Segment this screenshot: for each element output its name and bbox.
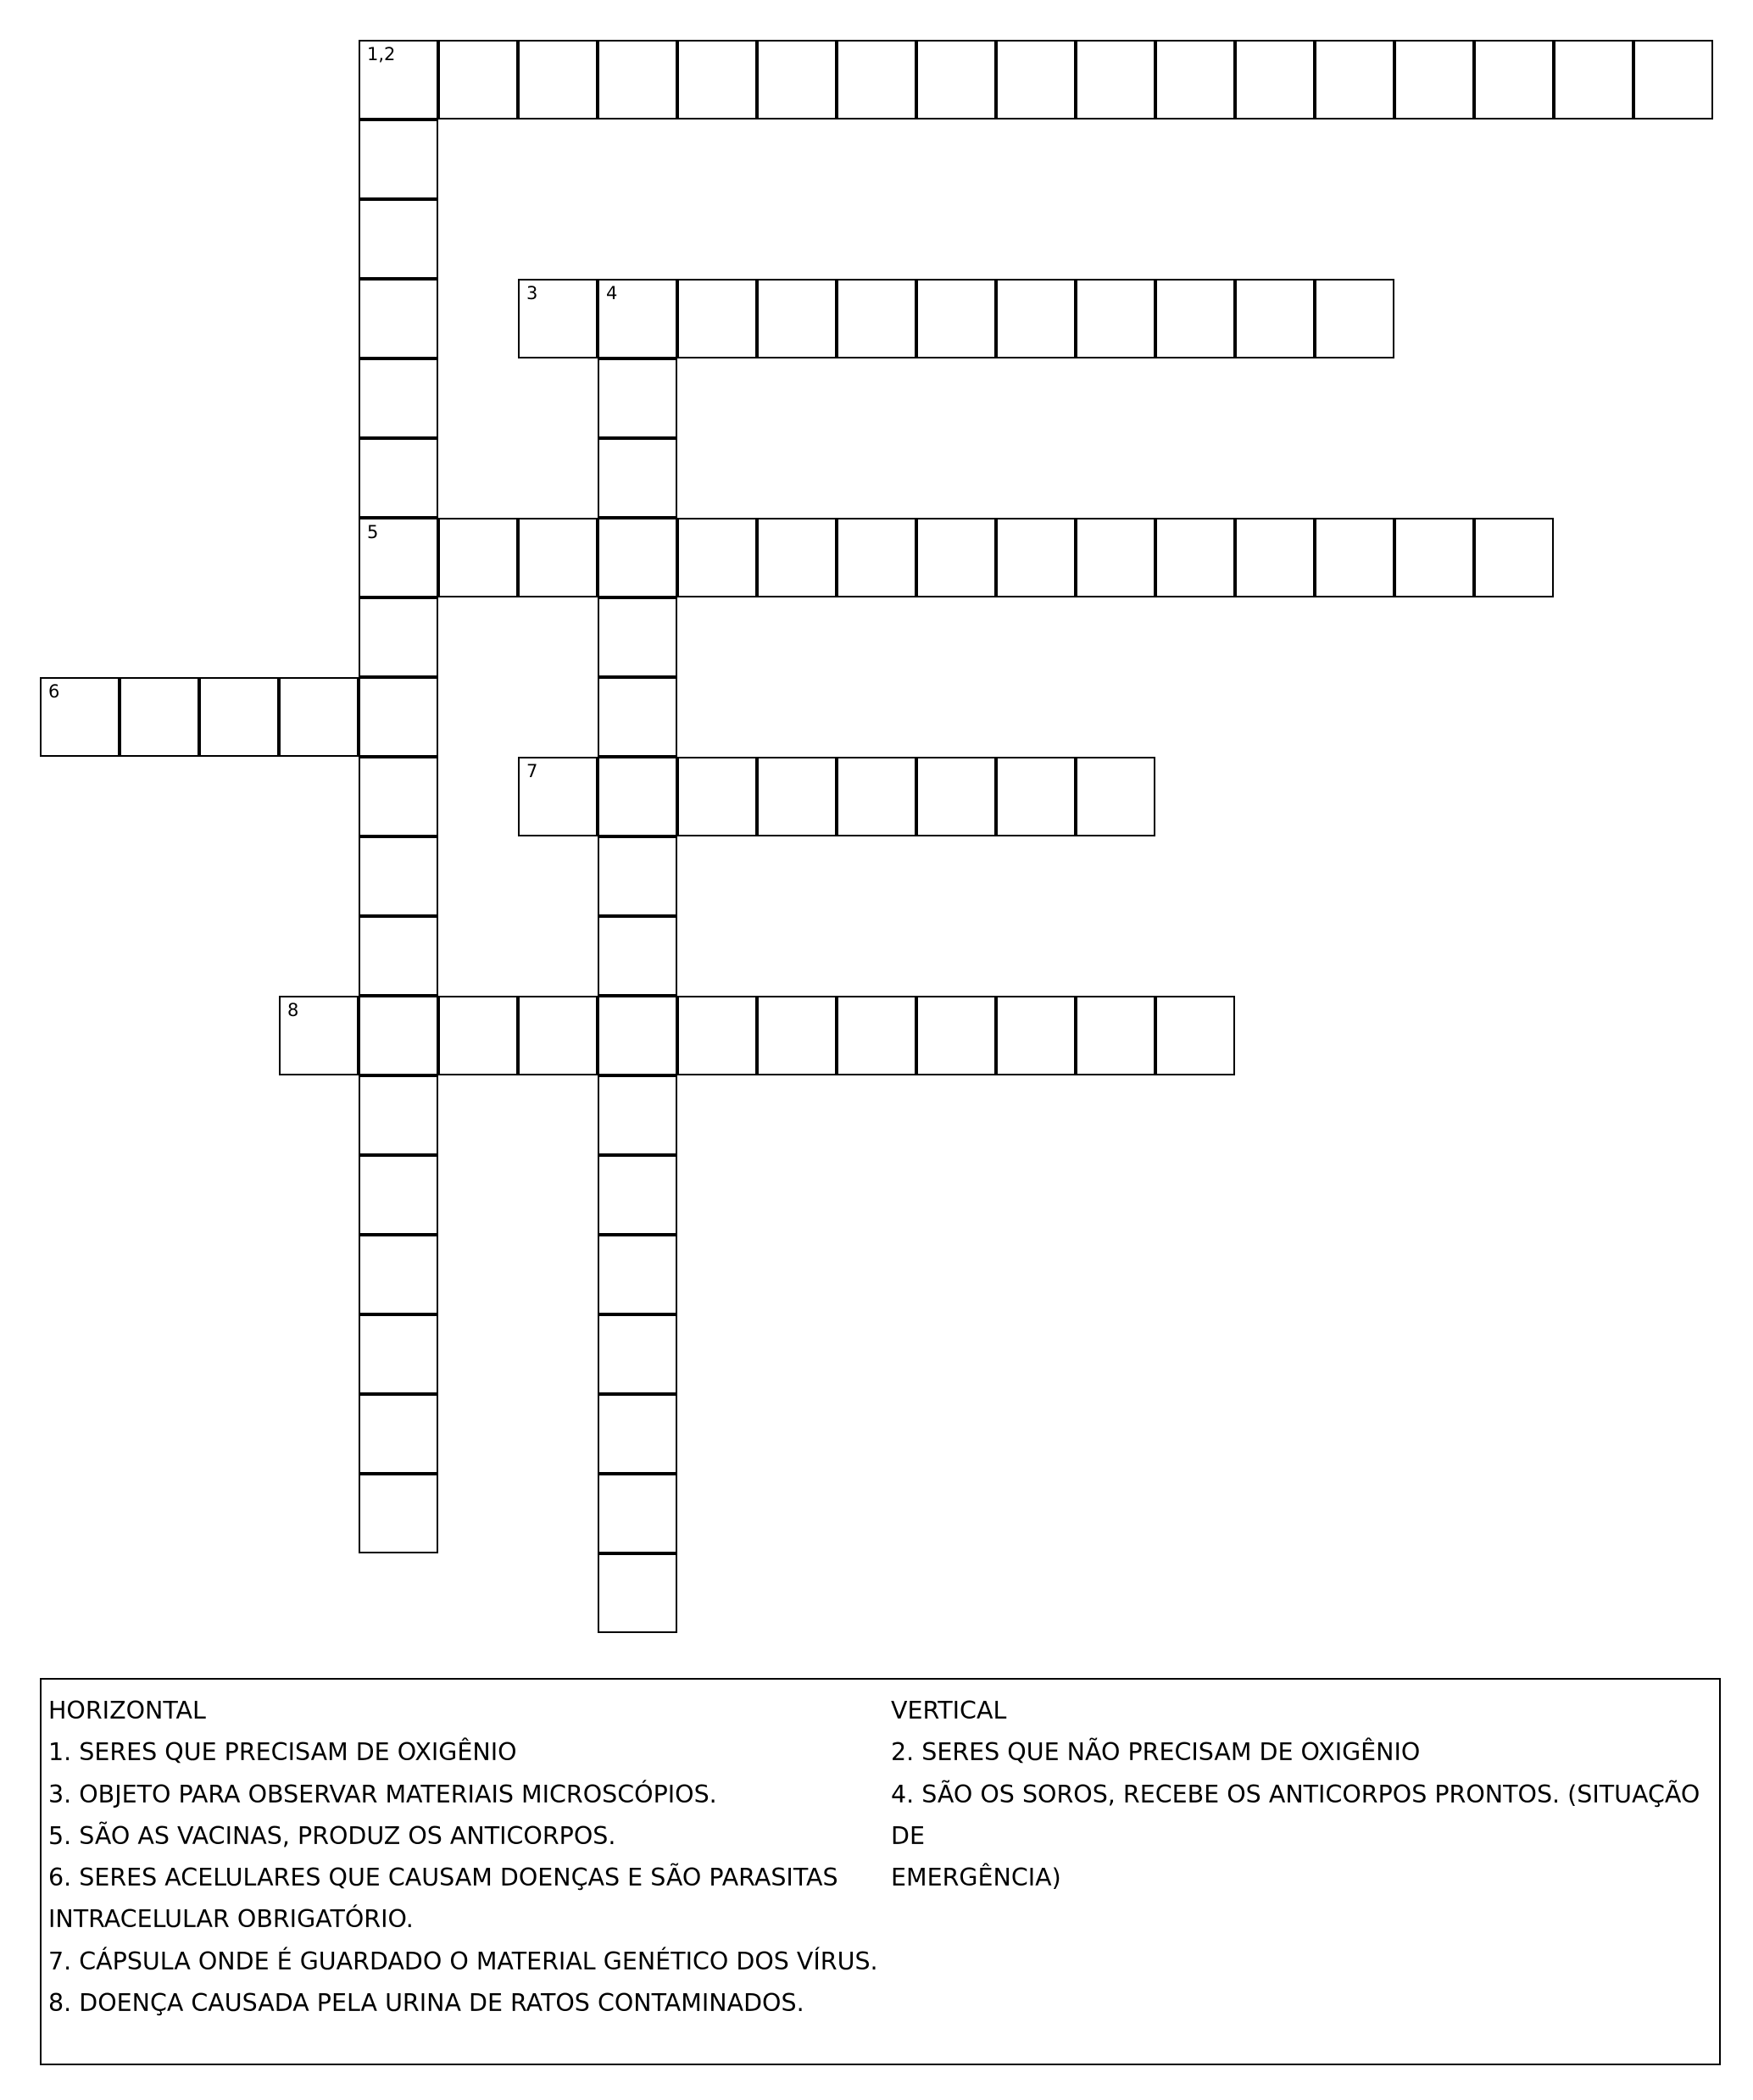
grid-cell[interactable] (916, 518, 996, 597)
grid-cell[interactable] (757, 279, 837, 358)
grid-cell[interactable] (757, 518, 837, 597)
grid-cell[interactable] (438, 996, 518, 1075)
grid-cell[interactable] (359, 677, 438, 757)
grid-cell[interactable] (677, 279, 757, 358)
grid-cell[interactable] (916, 996, 996, 1075)
grid-cell[interactable] (1076, 996, 1155, 1075)
horizontal-clue-line: 7. CÁPSULA ONDE É GUARDADO O MATERIAL GENÉTICO DOS VÍRUS. (48, 1947, 878, 1975)
grid-cell[interactable] (1076, 757, 1155, 836)
grid-cell[interactable] (1155, 279, 1235, 358)
grid-cell[interactable] (598, 1553, 677, 1633)
horizontal-clue-line: 1. SERES QUE PRECISAM DE OXIGÊNIO (48, 1738, 517, 1767)
horizontal-clue-line: INTRACELULAR OBRIGATÓRIO. (48, 1905, 414, 1934)
grid-cell[interactable] (1315, 40, 1394, 119)
grid-cell[interactable] (677, 40, 757, 119)
grid-cell[interactable] (1315, 279, 1394, 358)
grid-cell[interactable] (1155, 518, 1235, 597)
grid-cell[interactable] (996, 40, 1076, 119)
grid-cell[interactable] (598, 518, 677, 597)
grid-cell[interactable] (837, 757, 916, 836)
grid-cell[interactable] (359, 1075, 438, 1155)
clue-number: 4 (606, 283, 618, 303)
grid-cell[interactable] (359, 279, 438, 358)
grid-cell[interactable] (1394, 518, 1474, 597)
horizontal-clues (48, 1690, 896, 2024)
grid-cell[interactable] (518, 40, 598, 119)
grid-cell[interactable] (598, 1235, 677, 1314)
clue-number: 7 (526, 761, 538, 781)
grid-cell[interactable] (279, 677, 359, 757)
grid-cell[interactable] (598, 677, 677, 757)
grid-cell[interactable] (677, 518, 757, 597)
vertical-clue-line: 2. SERES QUE NÃO PRECISAM DE OXIGÊNIO (891, 1738, 1421, 1767)
grid-cell[interactable] (359, 1474, 438, 1553)
grid-cell[interactable] (677, 757, 757, 836)
grid-cell[interactable] (996, 757, 1076, 836)
grid-cell[interactable] (837, 518, 916, 597)
grid-cell[interactable] (1155, 996, 1235, 1075)
grid-cell[interactable] (359, 119, 438, 199)
grid-cell[interactable] (598, 597, 677, 677)
grid-cell[interactable] (359, 1155, 438, 1235)
grid-cell[interactable] (1554, 40, 1633, 119)
grid-cell[interactable] (518, 996, 598, 1075)
horizontal-clue-line: 8. DOENÇA CAUSADA PELA URINA DE RATOS CONTAMINADOS. (48, 1989, 804, 2018)
grid-cell[interactable] (518, 757, 598, 836)
grid-cell[interactable] (837, 279, 916, 358)
grid-cell[interactable] (837, 996, 916, 1075)
grid-cell[interactable] (359, 358, 438, 438)
grid-cell[interactable] (598, 358, 677, 438)
grid-cell[interactable] (359, 1314, 438, 1394)
grid-cell[interactable] (757, 40, 837, 119)
grid-cell[interactable] (1315, 518, 1394, 597)
grid-cell[interactable] (359, 438, 438, 518)
grid-cell[interactable] (359, 1235, 438, 1314)
grid-cell[interactable] (916, 757, 996, 836)
grid-cell[interactable] (438, 40, 518, 119)
grid-cell[interactable] (1633, 40, 1713, 119)
grid-cell[interactable] (438, 518, 518, 597)
grid-cell[interactable] (598, 1075, 677, 1155)
grid-cell[interactable] (359, 597, 438, 677)
grid-cell[interactable] (359, 916, 438, 996)
grid-cell[interactable] (1235, 518, 1315, 597)
grid-cell[interactable] (598, 279, 677, 358)
grid-cell[interactable] (598, 916, 677, 996)
grid-cell[interactable] (598, 757, 677, 836)
grid-cell[interactable] (598, 1155, 677, 1235)
clue-number: 8 (287, 1000, 299, 1020)
horizontal-clue-line: 3. OBJETO PARA OBSERVAR MATERIAIS MICROSCÓPIOS. (48, 1780, 717, 1808)
grid-cell[interactable] (518, 518, 598, 597)
grid-cell[interactable] (359, 518, 438, 597)
grid-cell[interactable] (199, 677, 279, 757)
vertical-title: VERTICAL (891, 1697, 1007, 1725)
grid-cell[interactable] (996, 279, 1076, 358)
grid-cell[interactable] (598, 1394, 677, 1474)
clue-number: 6 (48, 681, 60, 702)
grid-cell[interactable] (1235, 40, 1315, 119)
grid-cell[interactable] (598, 438, 677, 518)
grid-cell[interactable] (40, 677, 120, 757)
grid-cell[interactable] (598, 1314, 677, 1394)
grid-cell[interactable] (359, 199, 438, 279)
grid-cell[interactable] (1076, 279, 1155, 358)
grid-cell[interactable] (359, 1394, 438, 1474)
grid-cell[interactable] (1076, 40, 1155, 119)
grid-cell[interactable] (279, 996, 359, 1075)
grid-cell[interactable] (916, 40, 996, 119)
grid-cell[interactable] (677, 996, 757, 1075)
grid-cell[interactable] (996, 518, 1076, 597)
grid-cell[interactable] (757, 996, 837, 1075)
vertical-clue-line: 4. SÃO OS SOROS, RECEBE OS ANTICORPOS PRONTOS. (SITUAÇÃO DE (891, 1780, 1708, 1850)
grid-cell[interactable] (1394, 40, 1474, 119)
horizontal-clue-line: 6. SERES ACELULARES QUE CAUSAM DOENÇAS E SÃO PARASITAS (48, 1864, 838, 1892)
clue-number: 1,2 (367, 44, 396, 64)
grid-cell[interactable] (916, 279, 996, 358)
grid-cell[interactable] (120, 677, 199, 757)
grid-cell[interactable] (598, 996, 677, 1075)
grid-cell[interactable] (757, 757, 837, 836)
grid-cell[interactable] (598, 40, 677, 119)
clue-number: 5 (367, 522, 379, 542)
grid-cell[interactable] (598, 1474, 677, 1553)
horizontal-title: HORIZONTAL (48, 1697, 206, 1725)
vertical-clues (891, 1690, 1717, 1898)
grid-cell[interactable] (996, 996, 1076, 1075)
grid-cell[interactable] (1155, 40, 1235, 119)
grid-cell[interactable] (518, 279, 598, 358)
clue-number: 3 (526, 283, 538, 303)
vertical-clue-line: EMERGÊNCIA) (891, 1864, 1061, 1892)
grid-cell[interactable] (1076, 518, 1155, 597)
grid-cell[interactable] (1235, 279, 1315, 358)
grid-cell[interactable] (837, 40, 916, 119)
grid-cell[interactable] (359, 40, 438, 119)
horizontal-clue-line: 5. SÃO AS VACINAS, PRODUZ OS ANTICORPOS. (48, 1821, 616, 1850)
grid-cell[interactable] (359, 836, 438, 916)
grid-cell[interactable] (359, 757, 438, 836)
grid-cell[interactable] (359, 996, 438, 1075)
grid-cell[interactable] (1474, 518, 1554, 597)
grid-cell[interactable] (598, 836, 677, 916)
clues-box (40, 1678, 1721, 2065)
grid-cell[interactable] (1474, 40, 1554, 119)
